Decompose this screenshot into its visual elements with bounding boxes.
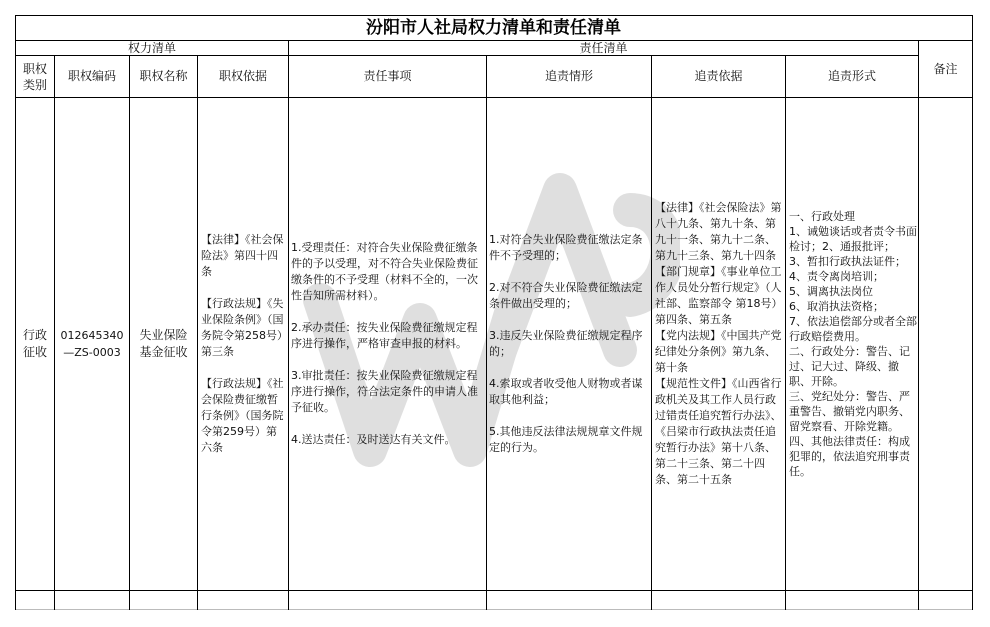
vline-7	[785, 55, 786, 610]
cell-category: 行政 征收	[22, 328, 47, 359]
cell-accountability-basis: 【法律】《社会保险法》第八十九条、第九十条、第九十一条、第九十二条、第九十三条、第九十四条 【部门规章】《事业单位工作人员处分暂行规定》（人社部、监察部令 第18号）第四条、第五条 【党内法规】《中国共产党纪律处分条例》第九条、第十条 【规范性文件】《山西省行政机关及其工作人员行政过错责任追究暂行办法》、《吕梁市行政执法责任追究暂行办法》第十八条、第二十三条、第二十四条、第二十五条	[655, 201, 783, 486]
header-code: 职权编码	[67, 69, 116, 83]
header-accountability-basis: 追责依据	[694, 69, 743, 83]
vline-4	[288, 40, 289, 610]
vline-5	[486, 55, 487, 610]
header-basis: 职权依据	[218, 69, 267, 83]
header-name: 职权名称	[139, 69, 188, 83]
cell-cases: 1.对符合失业保险费征缴法定条件不予受理的； 2.对不符合失业保险费征缴法定条件做出受理的； 3.违反失业保险费征缴规定程序的； 4.索取或者收受他人财物或者谋取其他利益； 5.其他违反法律法规规章文件规定的行为。	[489, 233, 643, 454]
header-duties: 责任事项	[363, 69, 412, 83]
cell-forms: 一、行政处理 1、诫勉谈话或者责令书面检讨；2、通报批评； 3、暂扣行政执法证件； 4、责令离岗培训； 5、调离执法岗位 6、取消执法资格； 7、依法追偿部分或者全部行政赔偿费用。 二、行政处分：警告、记过、记大过、降级、撤职、开除。 三、党纪处分：警告、严重警告、撤销党内职务、留党察看、开除党籍。 四、其他法律责任：构成犯罪的，依法追究刑事责任。	[789, 210, 917, 478]
header-category: 职权 类别	[22, 61, 47, 92]
header-forms: 追责形式	[827, 69, 876, 83]
vline-3	[197, 55, 198, 610]
header-cases: 追责情形	[544, 69, 593, 83]
cell-basis: 【法律】《社会保险法》第四十四条 【行政法规】《失业保险条例》（国务院令第258号）第三条 【行政法规】《社会保险费征缴暂行条例》（国务院令第259号）第六条	[201, 233, 284, 454]
cell-name: 失业保险 基金征收	[139, 328, 188, 359]
cell-remarks	[919, 98, 972, 590]
vline-9	[972, 15, 973, 610]
vline-6	[651, 55, 652, 610]
border-extra-bottom	[15, 609, 973, 610]
cell-code: 012645340 —ZS-0003	[60, 329, 124, 359]
group-header-responsibility: 责任清单	[579, 40, 628, 55]
group-header-power: 权力清单	[127, 40, 176, 55]
page-title: 汾阳市人社局权力清单和责任清单	[366, 18, 621, 38]
border-row-bottom	[15, 590, 973, 591]
cell-duties: 1.受理责任：对符合失业保险费征缴条件的予以受理，对不符合失业保险费征缴条件的不予受理（材料不全的，一次性告知所需材料）。 2.承办责任：按失业保险费征缴规定程序进行操作，严格审查申报的材料。 3.审批责任：按失业保险费征缴规定程序进行操作，符合法定条件的申请人准予征收。 4.送达责任：及时送达有关文件。	[291, 241, 478, 446]
header-remarks: 备注	[933, 61, 958, 76]
